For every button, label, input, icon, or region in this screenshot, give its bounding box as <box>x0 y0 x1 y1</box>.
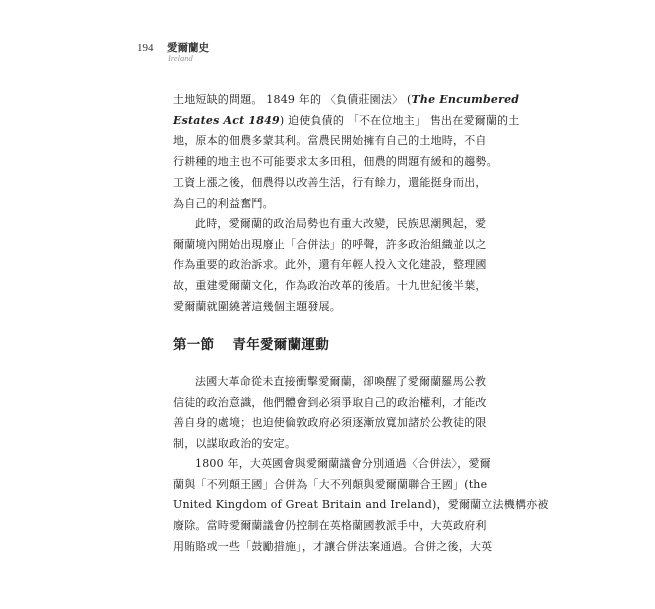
text-line: Estates Act 1849) 迫使負債的 「不在位地主」 售出在愛爾蘭的土 <box>173 113 520 127</box>
section-title: 青年愛爾蘭運動 <box>232 337 330 353</box>
text-line: 1800 年，大英國會與愛爾蘭議會分別通過〈合併法〉，愛爾 <box>195 457 491 470</box>
book-title: 愛爾蘭史 <box>167 42 209 54</box>
text-line: 蘭與「不列顛王國」合併為「大不列顛與愛爾蘭聯合王國」(the <box>173 477 488 491</box>
paragraph-political-situation <box>173 214 487 318</box>
text-line: United Kingdom of Great Britain and Ireland)，愛爾蘭立法機構亦被 <box>173 498 549 512</box>
section-number: 第一節 <box>173 337 215 353</box>
paragraph-continuation <box>173 90 520 214</box>
text-line: 法國大革命從未直接衝擊愛爾蘭，卻喚醒了愛爾蘭羅馬公教 <box>195 375 487 388</box>
text-line: 工資上漲之後，佃農得以改善生活，行有餘力，還能挺身而出， <box>173 175 487 189</box>
book-subtitle: Ireland <box>168 53 193 63</box>
page-number: 194 <box>137 42 154 54</box>
text-line: 爾蘭境內開始出現廢止「合併法」的呼聲，許多政治組織並以之 <box>173 237 487 251</box>
text-line: 土地短缺的問題。 1849 年的 〈負債莊園法〉 (The Encumbered <box>173 93 520 106</box>
text-line: 信徒的政治意識，他們體會到必須爭取自己的政治權利，才能改 <box>173 395 487 409</box>
paragraph-act-of-union <box>173 454 549 558</box>
text-line: 地，原本的佃農多蒙其利。當農民開始擁有自己的土地時，不自 <box>173 134 487 148</box>
text-line: 此時，愛爾蘭的政治局勢也有重大改變，民族思潮興起，愛 <box>195 217 487 230</box>
text-line: 愛爾蘭就圍繞著這幾個主題發展。 <box>173 299 341 313</box>
text-line: 行耕種的地主也不可能要求太多田租，佃農的問題有緩和的趨勢。 <box>173 155 498 169</box>
paragraph-french-revolution <box>173 372 487 455</box>
text-line: 為自己的利益奮鬥。 <box>173 196 274 210</box>
text-line: 用賄賂或一些「鼓勵措施」，才讓合併法案通過。合併之後，大英 <box>173 539 493 553</box>
text-line: 故，重建愛爾蘭文化，作為政治改革的後盾。十九世紀後半葉， <box>173 279 487 293</box>
text-line: 廢除。當時愛爾蘭議會仍控制在英格蘭國教派手中，大英政府利 <box>173 519 487 533</box>
text-line: 制，以謀取政治的安定。 <box>173 437 297 451</box>
text-line: 善自身的處境；也迫使倫敦政府必須逐漸放寬加諸於公教徒的限 <box>173 416 487 430</box>
text-line: 作為重要的政治訴求。此外，還有年輕人投入文化建設，整理國 <box>173 258 487 272</box>
section-heading <box>173 333 329 353</box>
